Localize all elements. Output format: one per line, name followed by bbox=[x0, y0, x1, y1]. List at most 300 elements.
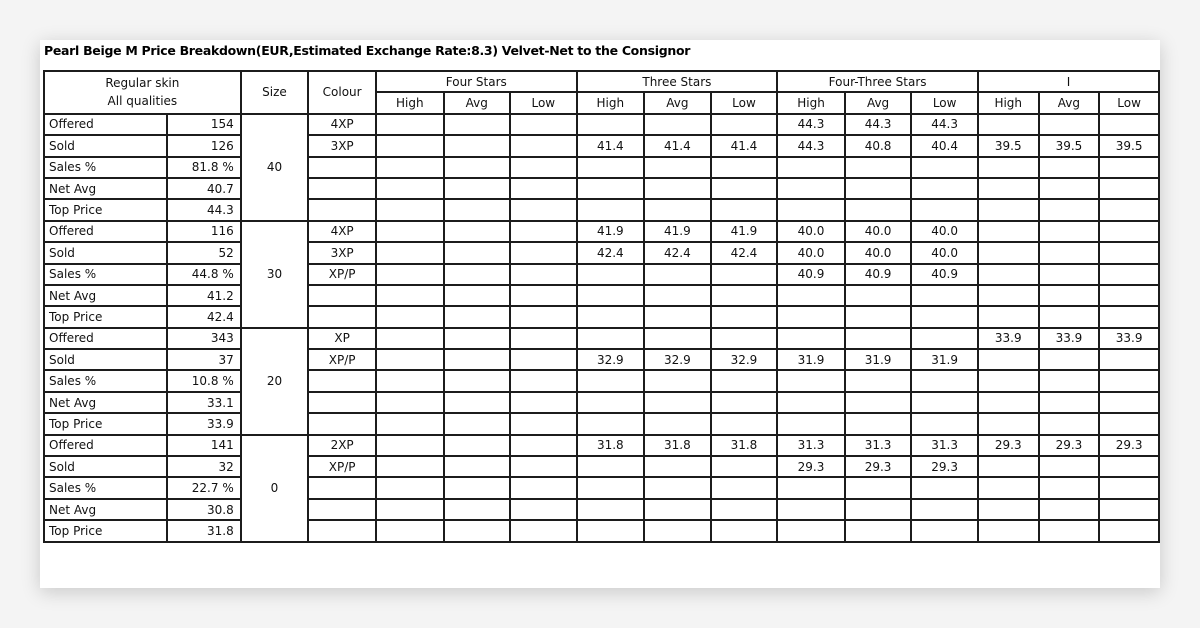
price-cell bbox=[978, 456, 1039, 477]
price-cell bbox=[577, 264, 645, 285]
price-cell bbox=[1039, 114, 1100, 135]
price-cell: 41.4 bbox=[644, 135, 711, 156]
price-cell: 40.0 bbox=[911, 221, 978, 242]
price-cell bbox=[644, 370, 711, 391]
table-row bbox=[44, 456, 1159, 477]
price-cell bbox=[911, 370, 978, 391]
stat-value: 52 bbox=[167, 242, 241, 263]
stat-label: Net Avg bbox=[44, 285, 167, 306]
stat-label: Sales % bbox=[44, 157, 167, 178]
price-cell bbox=[845, 285, 912, 306]
price-cell bbox=[711, 520, 778, 541]
size-header: Size bbox=[241, 71, 309, 114]
price-cell bbox=[444, 328, 510, 349]
price-cell bbox=[978, 242, 1039, 263]
price-cell: 31.9 bbox=[777, 349, 845, 370]
price-cell bbox=[510, 520, 577, 541]
price-cell bbox=[711, 392, 778, 413]
table-row bbox=[44, 413, 1159, 434]
price-cell bbox=[577, 199, 645, 220]
price-cell bbox=[1039, 221, 1100, 242]
stat-label: Top Price bbox=[44, 306, 167, 327]
stat-label: Offered bbox=[44, 114, 167, 135]
price-cell bbox=[1039, 285, 1100, 306]
price-cell bbox=[1099, 242, 1159, 263]
price-cell bbox=[711, 178, 778, 199]
price-cell bbox=[510, 306, 577, 327]
price-cell bbox=[644, 520, 711, 541]
price-cell bbox=[644, 264, 711, 285]
price-cell bbox=[1039, 157, 1100, 178]
price-cell: 31.3 bbox=[911, 435, 978, 456]
price-cell bbox=[1099, 456, 1159, 477]
price-cell bbox=[1039, 178, 1100, 199]
price-cell: 31.8 bbox=[577, 435, 645, 456]
price-cell bbox=[1099, 499, 1159, 520]
price-cell bbox=[1099, 477, 1159, 498]
stat-label: Sales % bbox=[44, 477, 167, 498]
stat-value: 32 bbox=[167, 456, 241, 477]
subheader-cell: High bbox=[777, 92, 845, 113]
table-row bbox=[44, 199, 1159, 220]
price-cell bbox=[978, 199, 1039, 220]
stat-label: Offered bbox=[44, 221, 167, 242]
colour-cell: 3XP bbox=[308, 135, 376, 156]
price-cell bbox=[644, 178, 711, 199]
price-cell: 42.4 bbox=[577, 242, 645, 263]
table-row bbox=[44, 349, 1159, 370]
price-cell bbox=[510, 264, 577, 285]
colour-cell: 4XP bbox=[308, 114, 376, 135]
price-cell bbox=[978, 499, 1039, 520]
price-cell bbox=[444, 242, 510, 263]
price-cell: 33.9 bbox=[1039, 328, 1100, 349]
price-cell bbox=[777, 328, 845, 349]
price-cell bbox=[711, 199, 778, 220]
price-cell bbox=[444, 114, 510, 135]
stat-value: 33.1 bbox=[167, 392, 241, 413]
colour-cell bbox=[308, 499, 376, 520]
price-cell bbox=[376, 413, 444, 434]
price-cell bbox=[711, 370, 778, 391]
price-cell bbox=[510, 370, 577, 391]
price-cell: 42.4 bbox=[644, 242, 711, 263]
size-cell: 40 bbox=[241, 114, 309, 221]
price-cell bbox=[911, 499, 978, 520]
price-cell bbox=[444, 199, 510, 220]
group-header: Four-Three Stars bbox=[777, 71, 978, 92]
price-cell bbox=[777, 306, 845, 327]
price-cell bbox=[376, 370, 444, 391]
price-cell: 29.3 bbox=[777, 456, 845, 477]
price-cell: 41.9 bbox=[644, 221, 711, 242]
price-cell bbox=[376, 306, 444, 327]
table-row bbox=[44, 264, 1159, 285]
price-cell bbox=[911, 392, 978, 413]
stat-label: Sold bbox=[44, 456, 167, 477]
stat-label: Top Price bbox=[44, 413, 167, 434]
price-cell bbox=[911, 306, 978, 327]
size-cell: 0 bbox=[241, 435, 309, 542]
table-row bbox=[44, 370, 1159, 391]
price-cell bbox=[376, 264, 444, 285]
price-cell bbox=[911, 178, 978, 199]
price-cell bbox=[777, 285, 845, 306]
subheader-cell: Low bbox=[711, 92, 778, 113]
price-cell bbox=[376, 499, 444, 520]
price-cell bbox=[1039, 413, 1100, 434]
price-cell bbox=[777, 199, 845, 220]
group-header: Three Stars bbox=[577, 71, 778, 92]
price-cell: 31.9 bbox=[911, 349, 978, 370]
colour-cell bbox=[308, 306, 376, 327]
price-cell: 39.5 bbox=[978, 135, 1039, 156]
stat-label: Sold bbox=[44, 349, 167, 370]
colour-cell bbox=[308, 520, 376, 541]
price-cell bbox=[777, 392, 845, 413]
table-body bbox=[44, 114, 1159, 542]
price-cell bbox=[577, 456, 645, 477]
stat-value: 37 bbox=[167, 349, 241, 370]
stat-label: Sales % bbox=[44, 264, 167, 285]
colour-cell: XP/P bbox=[308, 264, 376, 285]
price-cell: 31.3 bbox=[845, 435, 912, 456]
price-cell: 40.9 bbox=[777, 264, 845, 285]
colour-cell bbox=[308, 157, 376, 178]
price-cell bbox=[577, 328, 645, 349]
price-cell bbox=[444, 135, 510, 156]
price-cell bbox=[376, 285, 444, 306]
price-cell bbox=[777, 499, 845, 520]
price-cell bbox=[777, 520, 845, 541]
price-cell bbox=[845, 178, 912, 199]
stat-label: Top Price bbox=[44, 199, 167, 220]
price-cell bbox=[1099, 349, 1159, 370]
stat-value: 154 bbox=[167, 114, 241, 135]
stat-value: 31.8 bbox=[167, 520, 241, 541]
price-cell bbox=[510, 413, 577, 434]
stat-value: 30.8 bbox=[167, 499, 241, 520]
subheader-cell: High bbox=[577, 92, 645, 113]
price-cell bbox=[711, 114, 778, 135]
colour-cell: 3XP bbox=[308, 242, 376, 263]
table-title: Pearl Beige M Price Breakdown(EUR,Estimated Exchange Rate:8.3) Velvet-Net to the Consignor bbox=[44, 43, 691, 58]
price-cell bbox=[376, 178, 444, 199]
subheader-cell: High bbox=[376, 92, 444, 113]
price-cell: 42.4 bbox=[711, 242, 778, 263]
price-cell bbox=[978, 370, 1039, 391]
price-cell bbox=[510, 157, 577, 178]
price-cell bbox=[777, 178, 845, 199]
stat-label: Net Avg bbox=[44, 178, 167, 199]
price-cell: 44.3 bbox=[911, 114, 978, 135]
price-cell: 31.9 bbox=[845, 349, 912, 370]
price-cell bbox=[376, 114, 444, 135]
price-cell bbox=[644, 499, 711, 520]
price-cell bbox=[1099, 221, 1159, 242]
price-cell bbox=[1099, 178, 1159, 199]
price-cell bbox=[510, 477, 577, 498]
price-cell: 41.4 bbox=[711, 135, 778, 156]
price-cell: 29.3 bbox=[911, 456, 978, 477]
price-cell bbox=[444, 178, 510, 199]
price-cell: 32.9 bbox=[644, 349, 711, 370]
price-cell: 32.9 bbox=[577, 349, 645, 370]
price-cell bbox=[1039, 242, 1100, 263]
price-cell bbox=[711, 285, 778, 306]
price-cell bbox=[1039, 520, 1100, 541]
colour-cell: 4XP bbox=[308, 221, 376, 242]
price-cell: 44.3 bbox=[845, 114, 912, 135]
price-cell bbox=[978, 157, 1039, 178]
price-cell bbox=[711, 499, 778, 520]
price-cell bbox=[978, 520, 1039, 541]
table-row bbox=[44, 328, 1159, 349]
price-cell bbox=[577, 285, 645, 306]
price-cell bbox=[376, 477, 444, 498]
stat-value: 22.7 % bbox=[167, 477, 241, 498]
price-cell bbox=[510, 499, 577, 520]
price-cell: 44.3 bbox=[777, 135, 845, 156]
price-cell bbox=[711, 328, 778, 349]
price-cell bbox=[376, 242, 444, 263]
price-cell: 33.9 bbox=[978, 328, 1039, 349]
price-cell bbox=[444, 435, 510, 456]
price-cell: 40.0 bbox=[845, 242, 912, 263]
price-cell bbox=[577, 520, 645, 541]
colour-cell bbox=[308, 285, 376, 306]
price-cell bbox=[911, 157, 978, 178]
colour-cell bbox=[308, 477, 376, 498]
price-cell bbox=[1039, 456, 1100, 477]
price-breakdown-card bbox=[40, 40, 1160, 588]
price-cell bbox=[444, 456, 510, 477]
price-cell bbox=[444, 520, 510, 541]
price-cell bbox=[845, 392, 912, 413]
price-cell bbox=[376, 392, 444, 413]
price-cell bbox=[777, 477, 845, 498]
price-cell: 39.5 bbox=[1099, 135, 1159, 156]
price-cell: 40.9 bbox=[845, 264, 912, 285]
price-cell bbox=[1099, 370, 1159, 391]
price-cell bbox=[577, 306, 645, 327]
price-cell: 29.3 bbox=[845, 456, 912, 477]
price-cell bbox=[1039, 370, 1100, 391]
price-cell: 41.9 bbox=[711, 221, 778, 242]
stat-label: Offered bbox=[44, 435, 167, 456]
price-cell: 44.3 bbox=[777, 114, 845, 135]
price-cell: 29.3 bbox=[978, 435, 1039, 456]
price-cell: 40.9 bbox=[911, 264, 978, 285]
price-cell bbox=[376, 221, 444, 242]
price-cell: 33.9 bbox=[1099, 328, 1159, 349]
subheader-cell: Low bbox=[1099, 92, 1159, 113]
table-row bbox=[44, 178, 1159, 199]
price-cell bbox=[444, 285, 510, 306]
colour-cell: 2XP bbox=[308, 435, 376, 456]
price-cell bbox=[444, 349, 510, 370]
colour-cell: XP bbox=[308, 328, 376, 349]
price-cell bbox=[644, 477, 711, 498]
price-cell bbox=[1039, 392, 1100, 413]
price-table bbox=[43, 70, 1160, 543]
price-cell bbox=[1039, 199, 1100, 220]
colour-header: Colour bbox=[308, 71, 376, 114]
price-cell bbox=[978, 392, 1039, 413]
price-cell bbox=[1039, 499, 1100, 520]
price-cell bbox=[1039, 264, 1100, 285]
stat-value: 33.9 bbox=[167, 413, 241, 434]
price-cell bbox=[510, 392, 577, 413]
price-cell bbox=[444, 157, 510, 178]
price-cell bbox=[911, 413, 978, 434]
table-row bbox=[44, 157, 1159, 178]
price-cell bbox=[510, 328, 577, 349]
price-cell bbox=[978, 285, 1039, 306]
stat-label: Top Price bbox=[44, 520, 167, 541]
price-cell bbox=[444, 306, 510, 327]
price-cell bbox=[777, 157, 845, 178]
group-header: I bbox=[978, 71, 1159, 92]
subheader-cell: Avg bbox=[1039, 92, 1100, 113]
price-cell bbox=[978, 349, 1039, 370]
price-cell bbox=[444, 477, 510, 498]
subheader-cell: Avg bbox=[644, 92, 711, 113]
price-cell bbox=[644, 157, 711, 178]
price-cell bbox=[911, 328, 978, 349]
price-cell bbox=[644, 413, 711, 434]
price-cell bbox=[376, 456, 444, 477]
price-cell bbox=[911, 199, 978, 220]
price-cell bbox=[577, 370, 645, 391]
price-cell bbox=[711, 456, 778, 477]
colour-cell bbox=[308, 178, 376, 199]
price-cell: 29.3 bbox=[1099, 435, 1159, 456]
price-cell bbox=[444, 221, 510, 242]
price-cell bbox=[644, 328, 711, 349]
price-cell bbox=[711, 157, 778, 178]
colour-cell: XP/P bbox=[308, 456, 376, 477]
price-cell bbox=[577, 114, 645, 135]
price-cell bbox=[577, 178, 645, 199]
price-cell bbox=[444, 264, 510, 285]
table-row bbox=[44, 392, 1159, 413]
price-cell bbox=[845, 520, 912, 541]
price-cell: 40.8 bbox=[845, 135, 912, 156]
price-cell bbox=[376, 199, 444, 220]
price-cell: 40.0 bbox=[777, 221, 845, 242]
price-cell: 31.3 bbox=[777, 435, 845, 456]
price-cell: 41.9 bbox=[577, 221, 645, 242]
price-cell bbox=[845, 199, 912, 220]
stat-value: 41.2 bbox=[167, 285, 241, 306]
price-cell bbox=[1099, 114, 1159, 135]
price-cell bbox=[978, 178, 1039, 199]
price-cell bbox=[376, 520, 444, 541]
price-cell bbox=[510, 221, 577, 242]
price-cell: 40.4 bbox=[911, 135, 978, 156]
subheader-cell: Avg bbox=[444, 92, 510, 113]
table-row bbox=[44, 285, 1159, 306]
size-cell: 30 bbox=[241, 221, 309, 328]
subheader-cell: High bbox=[978, 92, 1039, 113]
price-cell bbox=[510, 178, 577, 199]
price-cell bbox=[845, 370, 912, 391]
stat-label: Sales % bbox=[44, 370, 167, 391]
colour-cell bbox=[308, 199, 376, 220]
price-cell bbox=[911, 285, 978, 306]
price-cell bbox=[444, 392, 510, 413]
price-cell: 31.8 bbox=[644, 435, 711, 456]
price-cell bbox=[510, 285, 577, 306]
price-cell bbox=[1039, 306, 1100, 327]
price-cell bbox=[845, 499, 912, 520]
header-row-1 bbox=[44, 71, 1159, 92]
price-cell bbox=[1099, 392, 1159, 413]
price-cell bbox=[444, 499, 510, 520]
price-cell: 32.9 bbox=[711, 349, 778, 370]
price-cell bbox=[644, 392, 711, 413]
price-cell bbox=[644, 114, 711, 135]
price-cell bbox=[777, 413, 845, 434]
stat-value: 42.4 bbox=[167, 306, 241, 327]
price-cell bbox=[845, 328, 912, 349]
colour-cell bbox=[308, 370, 376, 391]
table-row bbox=[44, 520, 1159, 541]
stat-label: Offered bbox=[44, 328, 167, 349]
price-cell bbox=[978, 221, 1039, 242]
stat-value: 116 bbox=[167, 221, 241, 242]
table-row bbox=[44, 242, 1159, 263]
stat-label: Sold bbox=[44, 135, 167, 156]
price-cell: 29.3 bbox=[1039, 435, 1100, 456]
stat-label: Net Avg bbox=[44, 499, 167, 520]
table-row bbox=[44, 306, 1159, 327]
stat-value: 141 bbox=[167, 435, 241, 456]
price-cell bbox=[978, 413, 1039, 434]
price-cell bbox=[644, 285, 711, 306]
price-cell bbox=[978, 114, 1039, 135]
subheader-cell: Avg bbox=[845, 92, 912, 113]
price-cell bbox=[577, 499, 645, 520]
price-cell bbox=[978, 477, 1039, 498]
subheader-cell: Low bbox=[911, 92, 978, 113]
colour-cell: XP/P bbox=[308, 349, 376, 370]
table-row bbox=[44, 477, 1159, 498]
price-cell: 41.4 bbox=[577, 135, 645, 156]
price-cell: 40.0 bbox=[845, 221, 912, 242]
price-cell bbox=[1099, 520, 1159, 541]
stat-value: 343 bbox=[167, 328, 241, 349]
price-cell bbox=[711, 413, 778, 434]
price-cell bbox=[510, 199, 577, 220]
stat-value: 81.8 % bbox=[167, 157, 241, 178]
price-cell bbox=[911, 477, 978, 498]
stat-value: 10.8 % bbox=[167, 370, 241, 391]
price-cell bbox=[510, 135, 577, 156]
colour-cell bbox=[308, 392, 376, 413]
price-cell: 31.8 bbox=[711, 435, 778, 456]
price-cell bbox=[577, 413, 645, 434]
price-cell bbox=[444, 413, 510, 434]
group-header: Four Stars bbox=[376, 71, 577, 92]
price-cell bbox=[1099, 264, 1159, 285]
price-cell bbox=[711, 306, 778, 327]
price-cell bbox=[1099, 157, 1159, 178]
price-cell: 40.0 bbox=[911, 242, 978, 263]
stat-value: 44.3 bbox=[167, 199, 241, 220]
stat-value: 126 bbox=[167, 135, 241, 156]
